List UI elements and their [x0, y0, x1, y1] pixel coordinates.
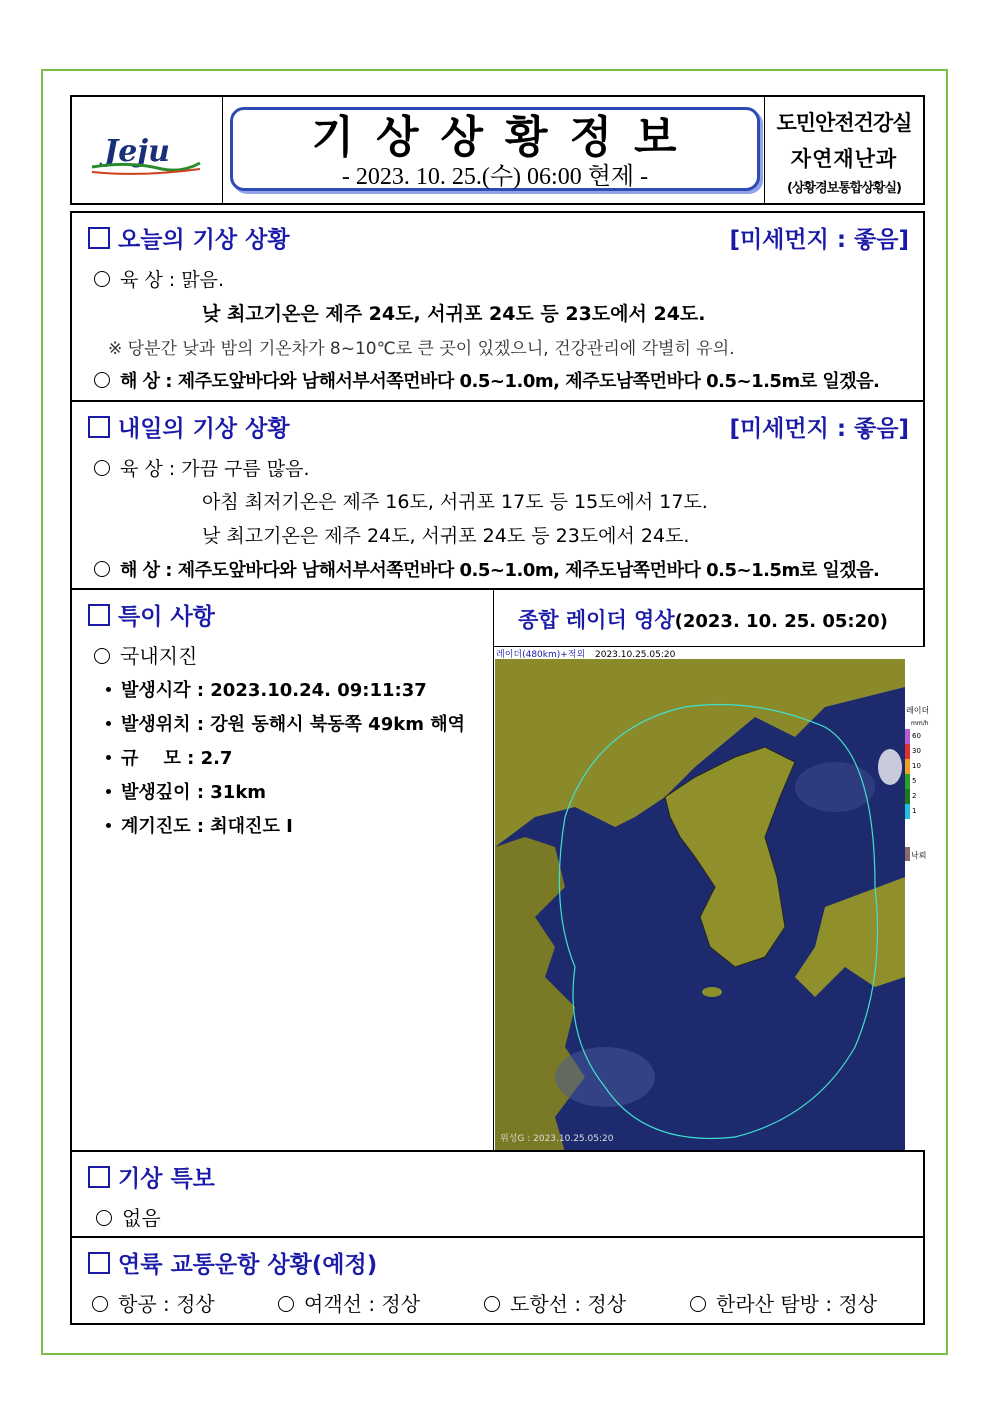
radar-image	[495, 647, 930, 1152]
today-title: 오늘의 기상 상황	[88, 221, 290, 254]
checkbox-icon	[88, 227, 110, 249]
traffic-ferry: 여객선 : 정상	[278, 1288, 420, 1317]
tomorrow-dust: [미세먼지 : 좋음]	[729, 416, 909, 442]
legend-value: 10	[912, 762, 921, 770]
today-land: 육 상 : 맑음.	[94, 265, 224, 292]
detail-magnitude: 규 모 : 2.7	[106, 744, 232, 770]
traffic-air: 항공 : 정상	[92, 1288, 215, 1317]
traffic-island-ferry: 도항선 : 정상	[484, 1288, 626, 1317]
today-land-temp: 낮 최고기온은 제주 24도, 서귀포 24도 등 23도에서 24도.	[202, 303, 706, 325]
legend-value: 30	[912, 747, 921, 755]
circle-bullet-icon	[690, 1296, 706, 1312]
legend-swatch	[905, 729, 910, 744]
today-sea: 해 상 : 제주도앞바다와 남해서부서쪽먼바다 0.5~1.0m, 제주도남쪽먼바다 0.5~1.5m로 일겠음.	[94, 367, 879, 393]
jeju-logo	[72, 97, 222, 203]
traffic-title: 연륙 교통운항 상황(예정)	[88, 1246, 377, 1279]
special-title: 특이 사항	[88, 598, 215, 631]
circle-bullet-icon	[94, 271, 110, 287]
logo-cell	[72, 97, 223, 203]
warning-title: 기상 특보	[88, 1160, 215, 1193]
page-title: 기상상황정보	[311, 112, 699, 163]
tomorrow-land-max: 낮 최고기온은 제주 24도, 서귀포 24도 등 23도에서 24도.	[202, 525, 690, 547]
lightning-label: 낙뢰	[911, 851, 927, 860]
legend-swatch	[905, 804, 910, 819]
legend-value: 60	[912, 732, 921, 740]
checkbox-icon	[88, 1252, 110, 1274]
checkbox-icon	[88, 1166, 110, 1188]
dept-line-3: (상황경보통합상황실)	[787, 181, 901, 196]
tomorrow-sea: 해 상 : 제주도앞바다와 남해서부서쪽먼바다 0.5~1.0m, 제주도남쪽먼바다 0.5~1.5m로 일겠음.	[94, 556, 879, 582]
header	[70, 95, 925, 205]
dot-bullet-icon	[106, 789, 111, 794]
legend-unit: mm/h	[911, 720, 929, 727]
today-note: ※ 당분간 낮과 밤의 기온차가 8~10℃로 큰 곳이 있겠으니, 건강관리에 각별히 유의.	[108, 339, 735, 359]
detail-location: 발생위치 : 강원 동해시 북동쪽 49km 해역	[106, 710, 465, 736]
legend-swatch	[905, 774, 910, 789]
circle-bullet-icon	[94, 561, 110, 577]
detail-intensity: 계기진도 : 최대진도 Ⅰ	[106, 812, 293, 838]
detail-depth: 발생깊이 : 31km	[106, 778, 266, 804]
today-section	[70, 211, 925, 402]
legend-swatch	[905, 759, 910, 774]
legend-value: 1	[912, 807, 917, 815]
dot-bullet-icon	[106, 823, 111, 828]
tomorrow-title: 내일의 기상 상황	[88, 410, 290, 443]
circle-bullet-icon	[94, 460, 110, 476]
dept-line-1: 도민안전건강실	[776, 111, 912, 135]
legend-title: 레이더	[906, 706, 930, 715]
title-box	[230, 107, 760, 191]
page-subtitle: - 2023. 10. 25.(수) 06:00 현제 -	[341, 164, 649, 190]
circle-bullet-icon	[94, 648, 110, 664]
legend-value: 2	[912, 792, 917, 800]
special-section	[70, 588, 930, 1152]
radar-img-label: 레이더(480km)+적외	[496, 650, 586, 660]
circle-bullet-icon	[94, 372, 110, 388]
divider	[493, 590, 494, 1152]
circle-bullet-icon	[484, 1296, 500, 1312]
special-item: 국내지진	[94, 640, 197, 669]
logo-text: Jeju	[104, 134, 170, 169]
traffic-section	[70, 1236, 925, 1325]
circle-bullet-icon	[278, 1296, 294, 1312]
legend-value: 5	[912, 777, 917, 785]
warning-section	[70, 1150, 925, 1238]
warning-item: 없음	[96, 1202, 161, 1231]
dot-bullet-icon	[106, 755, 111, 760]
tomorrow-section	[70, 400, 925, 590]
dept-line-2: 자연재난과	[790, 147, 898, 171]
legend-swatch	[905, 789, 910, 804]
today-dust: [미세먼지 : 좋음]	[729, 227, 909, 253]
tomorrow-land: 육 상 : 가끔 구름 많음.	[94, 454, 309, 481]
circle-bullet-icon	[96, 1210, 112, 1226]
checkbox-icon	[88, 416, 110, 438]
circle-bullet-icon	[92, 1296, 108, 1312]
checkbox-icon	[88, 604, 110, 626]
legend-swatch	[905, 744, 910, 759]
dot-bullet-icon	[106, 687, 111, 692]
radar-title: 종합 레이더 영상(2023. 10. 25. 05:20)	[518, 608, 888, 632]
dot-bullet-icon	[106, 721, 111, 726]
detail-time: 발생시각 : 2023.10.24. 09:11:37	[106, 676, 427, 702]
radar-sat-label: 위성G : 2023.10.25.05:20	[500, 1134, 614, 1144]
department-cell	[764, 97, 923, 203]
radar-img-time: 2023.10.25.05:20	[595, 650, 676, 660]
lightning-swatch	[905, 847, 910, 861]
tomorrow-land-min: 아침 최저기온은 제주 16도, 서귀포 17도 등 15도에서 17도.	[202, 491, 708, 513]
traffic-hallasan: 한라산 탐방 : 정상	[690, 1288, 877, 1317]
